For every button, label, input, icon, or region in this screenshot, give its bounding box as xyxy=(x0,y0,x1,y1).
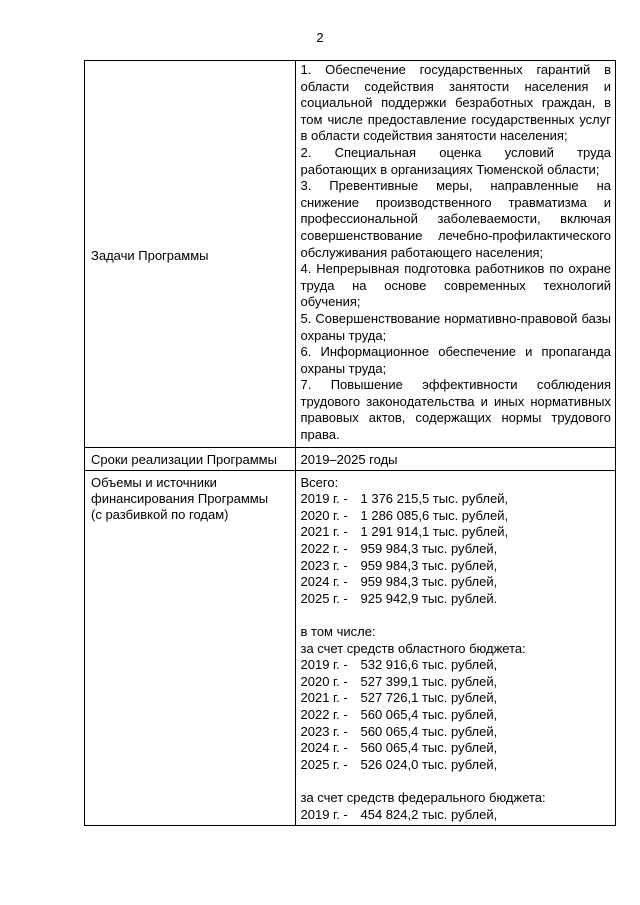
spacer xyxy=(296,607,616,624)
tasks-value xyxy=(295,61,616,448)
including-heading: в том числе: xyxy=(300,624,376,639)
year: 2019 г. - xyxy=(300,657,348,673)
year: 2020 г. - xyxy=(300,507,348,523)
amount: 560 065,4 тыс. рублей, xyxy=(360,706,498,722)
funding-line xyxy=(296,724,616,741)
funding-line xyxy=(296,807,616,824)
year: 2024 г. - xyxy=(300,740,348,756)
year: 2019 г. - xyxy=(300,806,348,822)
amount: 527 726,1 тыс. рублей, xyxy=(360,690,498,706)
tasks-label: Задачи Программы xyxy=(85,61,296,448)
funding-label-line: Объемы и источники xyxy=(91,474,217,490)
task-item: 2. Специальная оценка условий труда работающих в организациях Тюменской области; xyxy=(300,144,611,177)
task-item: 3. Превентивные меры, направленные на снижение производственного травматизма и профессиональной заболеваемости, включая совершенствование лечебно-профилактического обслуживания работающего населения; xyxy=(300,178,611,260)
amount: 532 916,6 тыс. рублей, xyxy=(360,657,498,673)
year: 2023 г. - xyxy=(300,723,348,739)
funding-line xyxy=(296,491,616,508)
year: 2025 г. - xyxy=(300,590,348,606)
amount: 454 824,2 тыс. рублей, xyxy=(360,806,498,822)
funding-label-line: (с разбивкой по годам) xyxy=(91,506,229,522)
funding-line xyxy=(296,674,616,691)
year: 2021 г. - xyxy=(300,690,348,706)
task-item: 4. Непрерывная подготовка работников по охране труда на основе современных технологий обучения; xyxy=(300,261,611,310)
funding-row xyxy=(85,470,616,825)
task-item: 1. Обеспечение государственных гарантий в области содействия занятости населения и социальной поддержки безработных граждан, в том числе предоставление государственных услуг в области содействия занятости населения; xyxy=(300,62,611,144)
federal-heading: за счет средств федерального бюджета: xyxy=(300,789,546,805)
amount: 526 024,0 тыс. рублей, xyxy=(360,756,498,772)
program-passport-table xyxy=(84,60,616,826)
amount: 560 065,4 тыс. рублей, xyxy=(360,723,498,739)
period-label: Сроки реализации Программы xyxy=(85,447,296,470)
funding-line xyxy=(296,541,616,558)
amount: 1 376 215,5 тыс. рублей, xyxy=(360,491,509,507)
task-item: 7. Повышение эффективности соблюдения трудового законодательства и иных нормативных правовых актов, содержащих нормы трудового права. xyxy=(300,377,611,443)
amount: 959 984,3 тыс. рублей, xyxy=(360,557,498,573)
period-row xyxy=(85,447,616,470)
year: 2020 г. - xyxy=(300,673,348,689)
year: 2019 г. - xyxy=(300,491,348,507)
funding-line xyxy=(296,690,616,707)
period-value: 2019–2025 годы xyxy=(300,451,398,467)
tasks-row xyxy=(85,61,616,448)
year: 2024 г. - xyxy=(300,574,348,590)
year: 2023 г. - xyxy=(300,557,348,573)
funding-line xyxy=(296,707,616,724)
funding-line xyxy=(296,508,616,525)
task-item: 6. Информационное обеспечение и пропаганда охраны труда; xyxy=(300,344,611,376)
tasks-list xyxy=(296,61,616,447)
funding-line xyxy=(296,574,616,591)
regional-heading: за счет средств областного бюджета: xyxy=(300,640,526,656)
funding-line xyxy=(296,740,616,757)
funding-label xyxy=(85,470,296,825)
funding-line xyxy=(296,591,616,608)
amount: 959 984,3 тыс. рублей, xyxy=(360,574,498,590)
amount: 925 942,9 тыс. рублей. xyxy=(360,590,498,606)
funding-line xyxy=(296,524,616,541)
funding-line xyxy=(296,657,616,674)
year: 2022 г. - xyxy=(300,706,348,722)
page-number: 2 xyxy=(316,30,324,45)
amount: 1 291 914,1 тыс. рублей, xyxy=(360,524,509,540)
total-heading: Всего: xyxy=(300,474,339,490)
amount: 1 286 085,6 тыс. рублей, xyxy=(360,507,509,523)
year: 2021 г. - xyxy=(300,524,348,540)
amount: 527 399,1 тыс. рублей, xyxy=(360,673,498,689)
funding-value xyxy=(295,470,616,825)
funding-line xyxy=(296,558,616,575)
funding-line xyxy=(296,757,616,774)
funding-label-line: финансирования Программы xyxy=(91,490,269,506)
spacer xyxy=(296,773,616,790)
task-item: 5. Совершенствование нормативно-правовой базы охраны труда; xyxy=(300,310,611,343)
amount: 959 984,3 тыс. рублей, xyxy=(360,541,498,557)
year: 2025 г. - xyxy=(300,756,348,772)
amount: 560 065,4 тыс. рублей, xyxy=(360,740,498,756)
year: 2022 г. - xyxy=(300,541,348,557)
